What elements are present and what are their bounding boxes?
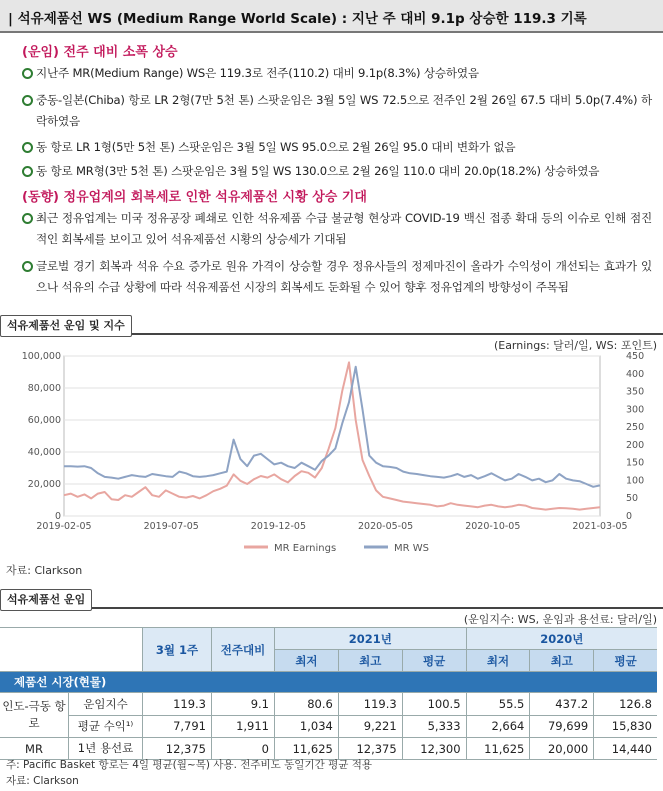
y-right-tick-label: 200 [626,439,645,451]
col-week: 3월 1주 [143,628,212,672]
table-row [0,693,657,716]
y-left-tick-label: 60,000 [27,415,61,426]
y-right-tick-label: 300 [626,404,645,416]
divider [0,607,663,609]
y-right-tick-label: 0 [626,511,633,522]
col-2021-low: 최저 [275,650,339,672]
table-label: 석유제품선 운임 [0,589,92,611]
table-unit: (운임지수: WS, 운임과 용선료: 달러/일) [463,613,657,626]
table-cell: 0 [212,738,275,760]
legend-label: MR WS [394,543,429,554]
y-right-tick-label: 100 [626,475,645,487]
chart-label: 석유제품선 운임 및 지수 [0,315,132,337]
y-left-tick-label: 80,000 [27,383,61,394]
x-tick-label: 2019-02-05 [36,521,92,532]
bullet-icon [22,68,33,79]
y-right-tick-label: 250 [626,422,645,434]
chart-source: 자료: Clarkson [6,564,83,577]
bullet-icon [22,95,33,106]
bullet-icon [22,142,33,153]
table-cell: 11,625 [275,738,339,760]
table-cell: 14,440 [594,738,657,760]
table-cell: 2,664 [466,715,530,738]
y-right-tick-label: 150 [626,457,645,469]
x-tick-label: 2021-03-05 [572,521,628,532]
list-item: 글로벌 경기 회복과 석유 수요 증가로 원유 가격이 상승할 경우 정유사들의 정제마진이 올라가 수익성이 개선되는 효과가 있으나 석유의 수급 상황에 따라 석유제품선 시장의 회복세도 둔화될 수 있어 향후 정유업계의 방향성이 주목됨 [36,256,652,298]
table-cell: 9,221 [338,715,402,738]
route-label: 인도-극동 항로 [0,693,69,737]
table-cell: 119.3 [338,693,402,716]
table-cell: 11,625 [466,738,530,760]
x-tick-label: 2019-07-05 [143,521,199,532]
list-item: 동 항로 LR 1형(5만 5천 톤) 스팟운임은 3월 5일 WS 95.0으로 2월 26일 95.0 대비 변화가 없음 [36,137,652,158]
band-row: 제품선 시장(현물) [0,672,657,693]
freight-chart [0,350,663,575]
table-corner [0,628,143,672]
legend-label: MR Earnings [274,543,337,554]
col-2020-low: 최저 [466,650,530,672]
y-right-tick-label: 400 [626,368,645,380]
list-item: 동 항로 MR형(3만 5천 톤) 스팟운임은 3월 5일 WS 130.0으로 2월 26일 110.0 대비 20.0p(18.2%) 상승하였음 [36,161,652,182]
table-cell: 12,375 [338,738,402,760]
table-cell: 437.2 [530,693,594,716]
chart-unit: (Earnings: 달러/일, WS: 포인트) [493,339,657,352]
col-2020-high: 최고 [530,650,594,672]
x-tick-label: 2020-05-05 [357,521,414,532]
list-item: 지난주 MR(Medium Range) WS은 119.3로 전주(110.2) 대비 9.1p(8.3%) 상승하였음 [36,63,652,84]
col-year-2020: 2020년 [466,628,657,650]
chart-legend [244,543,429,554]
x-tick-label: 2019-12-05 [250,521,307,532]
table-cell: 1,911 [212,715,275,738]
y-right-tick-label: 50 [626,493,639,505]
section-heading-trend: (동향) 정유업계의 회복세로 인한 석유제품선 시황 상승 기대 [22,190,367,205]
list-item: 최근 정유업계는 미국 정유공장 폐쇄로 인한 석유제품 수급 불균형 현상과 COVID-19 백신 접종 확대 등의 이슈로 인해 점진적인 회복세를 보이고 있어 석유제품선 시황의 상승세가 기대됨 [36,208,652,250]
y-left-tick-label: 0 [54,511,61,522]
page-title: | 석유제품선 WS (Medium Range World Scale) : 지난 주 대비 9.1p 상승한 119.3 기록 [8,11,587,27]
table-cell: 9.1 [212,693,275,716]
freight-table [0,627,657,760]
row-label: 운임지수 [69,693,142,716]
table-cell: 7,791 [143,715,212,738]
bullet-icon [22,261,33,272]
x-axis [36,521,627,532]
table-cell: 100.5 [402,693,466,716]
table-cell: 126.8 [594,693,657,716]
y-left-tick-label: 100,000 [21,351,61,362]
row-label: 평균 수익¹⁾ [77,719,134,733]
y-axis-right [626,351,644,522]
table-cell: 5,333 [402,715,466,738]
section-heading-freight: (운임) 전주 대비 소폭 상승 [22,45,178,60]
col-2021-avg: 평균 [402,650,466,672]
col-year-2021: 2021년 [275,628,467,650]
y-left-tick-label: 20,000 [27,479,61,490]
col-change: 전주대비 [212,628,275,672]
bullet-icon [22,213,33,224]
y-axis-left [22,351,61,522]
bullet-icon [22,166,33,177]
table-source: 자료: Clarkson [6,775,79,787]
row-label: 1년 용선료 [77,741,134,755]
col-2020-avg: 평균 [594,650,657,672]
table-cell: 12,375 [143,738,212,760]
x-tick-label: 2020-10-05 [465,521,521,532]
list-item: 중동-일본(Chiba) 항로 LR 2형(7만 5천 톤) 스팟운임은 3월 5일 WS 72.5으로 전주인 2월 26일 67.5 대비 5.0p(7.4%) 하락하였음 [36,90,652,132]
col-2021-high: 최고 [338,650,402,672]
y-left-tick-label: 40,000 [27,447,61,458]
table-cell: 55.5 [466,693,530,716]
table-cell: 20,000 [530,738,594,760]
table-cell: 119.3 [143,693,212,716]
y-right-tick-label: 450 [626,351,645,362]
table-cell: 15,830 [594,715,657,738]
table-note: 주: Pacific Basket 항로는 4일 평균(월~목) 사용. 전주비도 동일기간 평균 적용 [6,759,372,771]
table-cell: 12,300 [402,738,466,760]
route-label: MR [0,738,69,759]
title-bar [0,0,663,33]
y-right-tick-label: 350 [626,386,645,398]
table-cell: 80.6 [275,693,339,716]
table-cell: 79,699 [530,715,594,738]
table-cell: 1,034 [275,715,339,738]
